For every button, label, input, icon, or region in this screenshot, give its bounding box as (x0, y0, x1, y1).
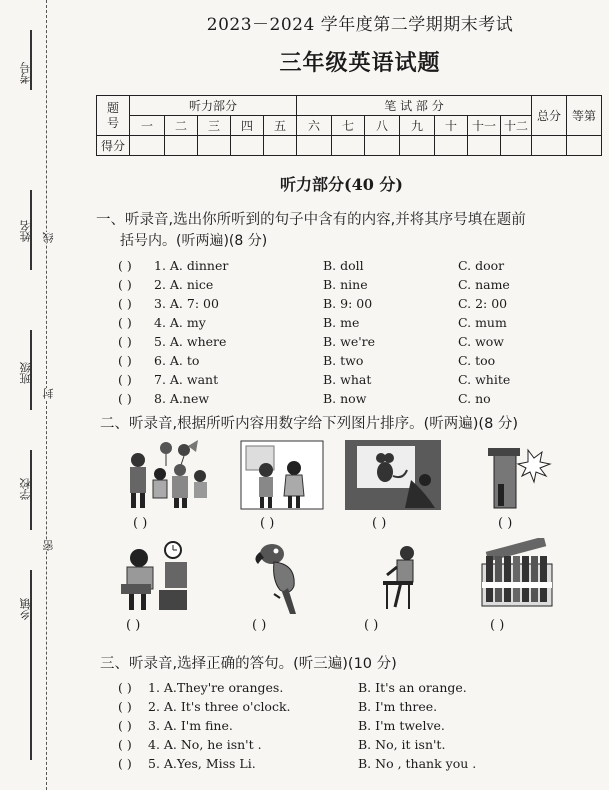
girl-clock-icon (115, 540, 193, 612)
col-12: 十二 (501, 116, 532, 136)
picture-answer-paren[interactable]: ( ) (133, 516, 148, 531)
answer-paren[interactable]: ( ) (118, 296, 132, 311)
col-3: 三 (198, 116, 231, 136)
part1-item (118, 258, 598, 276)
part1-item (118, 315, 598, 333)
score-cell[interactable] (567, 136, 602, 156)
total-header: 总分 (532, 96, 567, 136)
part1-title-line2: 括号内。(听两遍)(8 分) (120, 233, 268, 249)
part1-item (118, 277, 598, 295)
part1-title: 一、听录音,选出你所听到的句子中含有的内容,并将其序号填在题前 (96, 212, 526, 228)
option-c: C. white (458, 372, 511, 387)
answer-paren[interactable]: ( ) (118, 353, 132, 368)
door-knock-icon (484, 440, 554, 510)
answer-paren[interactable]: ( ) (118, 680, 132, 695)
option-c: C. no (458, 391, 491, 406)
score-cell[interactable] (130, 136, 165, 156)
mouse-shadow-play-icon (345, 440, 441, 510)
exam-subtitle: 三年级英语试题 (279, 50, 441, 76)
option-c: C. mum (458, 315, 507, 330)
option-a: 1. A.They're oranges. (148, 680, 284, 695)
crayons-icon (478, 538, 554, 610)
option-a: 6. A. to (154, 353, 200, 368)
picture-answer-paren[interactable]: ( ) (260, 516, 275, 531)
score-cell[interactable] (365, 136, 400, 156)
option-b: B. now (323, 391, 367, 406)
option-a: 8. A.new (154, 391, 210, 406)
score-cell[interactable] (165, 136, 198, 156)
part3-title: 三、听录音,选择正确的答句。(听三遍)(10 分) (100, 656, 397, 672)
score-cell[interactable] (468, 136, 501, 156)
option-b: B. we're (323, 334, 376, 349)
picture-answer-paren[interactable]: ( ) (498, 516, 513, 531)
option-b: B. No , thank you . (358, 756, 477, 771)
col-7: 七 (332, 116, 365, 136)
listening-heading: 听力部分(40 分) (280, 175, 403, 194)
option-a: 7. A. want (154, 372, 219, 387)
answer-paren[interactable]: ( ) (118, 315, 132, 330)
option-a: 2. A. It's three o'clock. (148, 699, 291, 714)
picture-answer-paren[interactable]: ( ) (126, 618, 141, 633)
part1-item (118, 296, 598, 314)
score-cell[interactable] (198, 136, 231, 156)
part1-item (118, 353, 598, 371)
option-a: 5. A.Yes, Miss Li. (148, 756, 256, 771)
label-exam-number: 考号 (19, 62, 32, 84)
col-1: 一 (130, 116, 165, 136)
option-b: B. It's an orange. (358, 680, 467, 695)
col-10: 十 (435, 116, 468, 136)
label-school: 学校 (19, 478, 32, 500)
part3-item (118, 699, 598, 717)
question-header-line1: 题 (106, 100, 119, 115)
option-b: B. doll (323, 258, 364, 273)
answer-paren[interactable]: ( ) (118, 258, 132, 273)
parrot-icon (250, 540, 310, 615)
label-town: 乡镇 (19, 598, 32, 620)
option-c: C. wow (458, 334, 504, 349)
part2-title: 二、听录音,根据所听内容用数字给下列图片排序。(听两遍)(8 分) (100, 416, 519, 432)
answer-paren[interactable]: ( ) (118, 718, 132, 733)
option-b: B. I'm three. (358, 699, 438, 714)
option-c: C. 2: 00 (458, 296, 508, 311)
score-cell[interactable] (332, 136, 365, 156)
col-11: 十一 (468, 116, 501, 136)
answer-paren[interactable]: ( ) (118, 737, 132, 752)
question-header-line2: 号 (106, 115, 119, 130)
score-cell[interactable] (532, 136, 567, 156)
option-b: B. No, it isn't. (358, 737, 446, 752)
answer-paren[interactable]: ( ) (118, 372, 132, 387)
part3-item (118, 718, 598, 736)
option-a: 4. A. No, he isn't . (148, 737, 262, 752)
written-group-header: 笔 试 部 分 (297, 96, 532, 116)
score-cell[interactable] (297, 136, 332, 156)
col-4: 四 (231, 116, 264, 136)
col-5: 五 (264, 116, 297, 136)
answer-paren[interactable]: ( ) (118, 699, 132, 714)
option-b: B. nine (323, 277, 368, 292)
option-b: B. 9: 00 (323, 296, 373, 311)
answer-paren[interactable]: ( ) (118, 756, 132, 771)
part3-item (118, 680, 598, 698)
picture-answer-paren[interactable]: ( ) (364, 618, 379, 633)
col-6: 六 (297, 116, 332, 136)
option-c: C. too (458, 353, 496, 368)
option-a: 5. A. where (154, 334, 227, 349)
option-b: B. two (323, 353, 364, 368)
option-a: 2. A. nice (154, 277, 214, 292)
label-name: 姓名 (19, 220, 32, 242)
question-number-header (97, 96, 130, 136)
option-a: 4. A. my (154, 315, 206, 330)
option-a: 3. A. 7: 00 (154, 296, 219, 311)
col-9: 九 (400, 116, 435, 136)
boy-sitting-icon (375, 545, 425, 611)
score-cell[interactable] (264, 136, 297, 156)
option-a: 3. A. I'm fine. (148, 718, 233, 733)
part1-item (118, 334, 598, 352)
option-c: C. name (458, 277, 510, 292)
answer-paren[interactable]: ( ) (118, 391, 132, 406)
fold-mark-line: 线 (42, 232, 55, 243)
option-b: B. me (323, 315, 360, 330)
part3-item (118, 737, 598, 755)
family-birthday-icon (118, 440, 218, 510)
option-c: C. door (458, 258, 505, 273)
col-8: 八 (365, 116, 400, 136)
part1-item (118, 391, 598, 409)
option-b: B. what (323, 372, 372, 387)
score-table (96, 95, 602, 156)
label-class: 班级 (19, 362, 32, 384)
exam-title: 2023－2024 学年度第二学期期末考试 (206, 15, 514, 35)
score-cell[interactable] (231, 136, 264, 156)
fold-mark-seal: 封 (42, 388, 55, 399)
option-b: B. I'm twelve. (358, 718, 445, 733)
col-2: 二 (165, 116, 198, 136)
option-a: 1. A. dinner (154, 258, 229, 273)
part3-item (118, 756, 598, 774)
part1-item (118, 372, 598, 390)
grade-header: 等第 (567, 96, 602, 136)
fold-mark-secret: 密 (42, 540, 55, 551)
score-cell[interactable] (435, 136, 468, 156)
picture-answer-paren[interactable]: ( ) (372, 516, 387, 531)
picture-answer-paren[interactable]: ( ) (252, 618, 267, 633)
listening-group-header: 听力部分 (130, 96, 297, 116)
score-row-label: 得分 (97, 136, 130, 156)
answer-paren[interactable]: ( ) (118, 334, 132, 349)
score-cell[interactable] (400, 136, 435, 156)
score-cell[interactable] (501, 136, 532, 156)
two-children-icon (240, 440, 324, 510)
picture-answer-paren[interactable]: ( ) (490, 618, 505, 633)
answer-paren[interactable]: ( ) (118, 277, 132, 292)
